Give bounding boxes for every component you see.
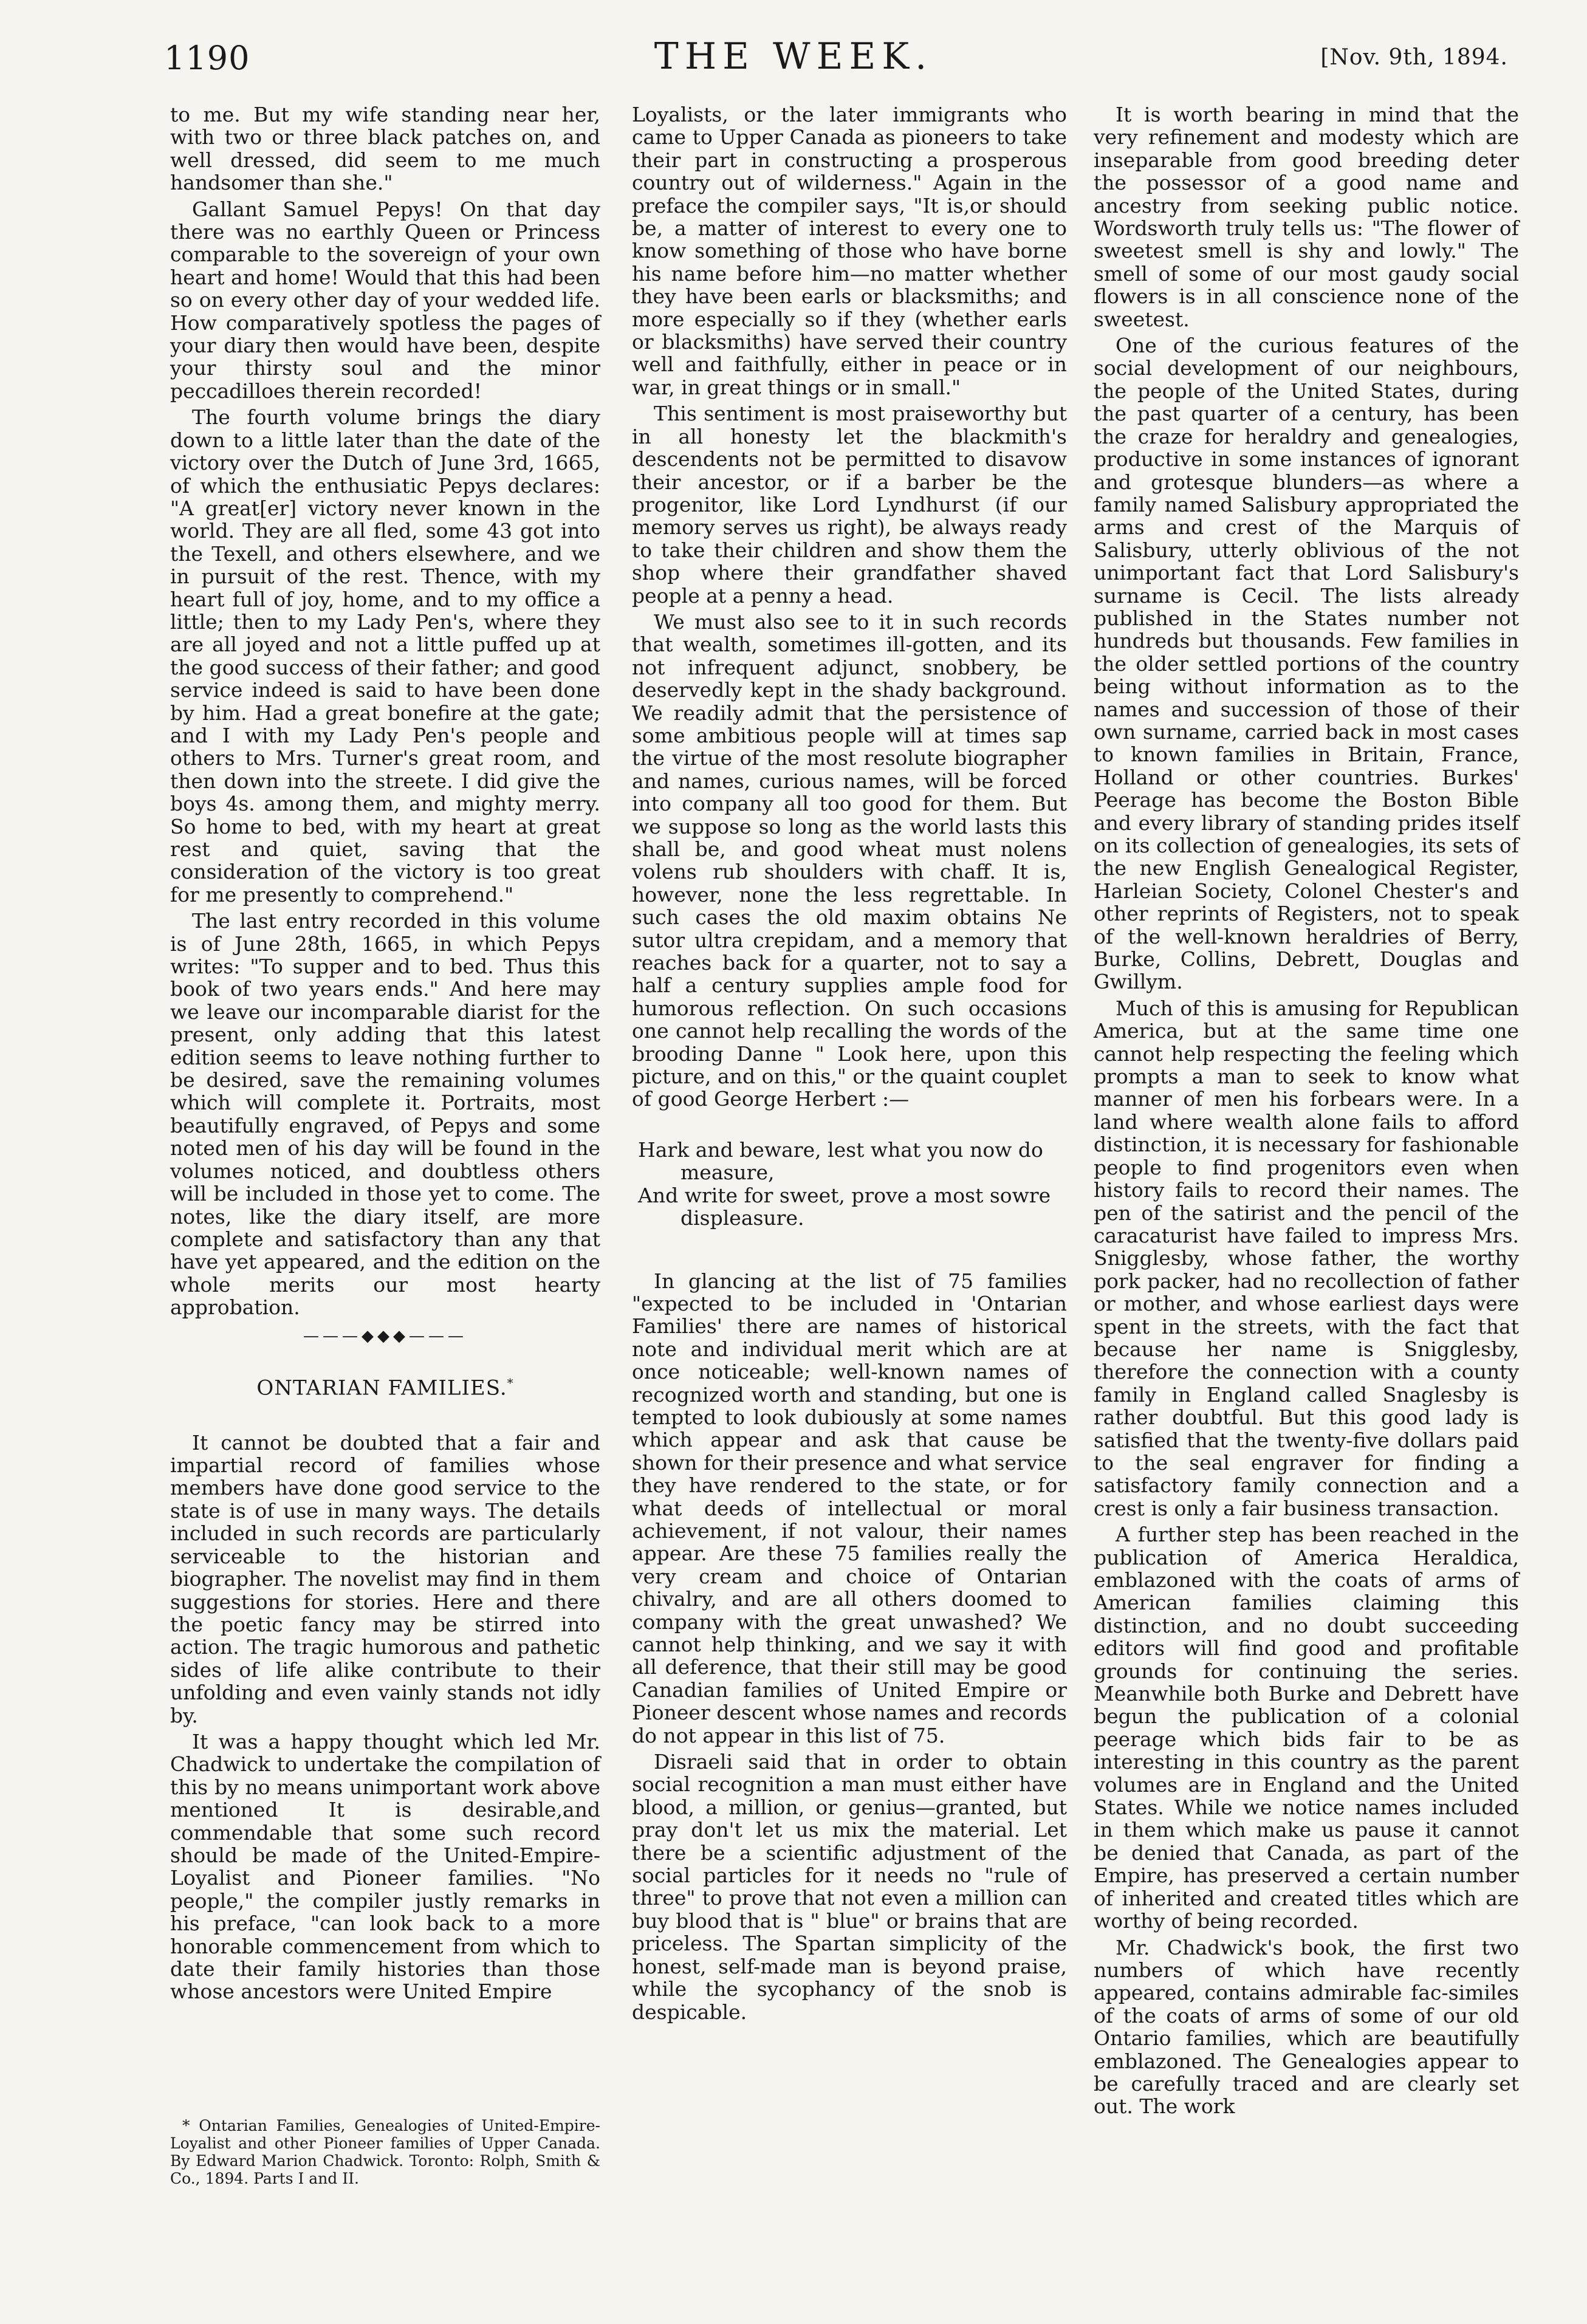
- page-number: 1190: [164, 39, 250, 77]
- paragraph: Loyalists, or the later immigrants who came to Upper Canada as pioneers to take their part in constructing a prosperous country out of wilderness." Again in the preface the compiler says, "It is,or should be, a matter of interest to every one to know something of those who have borne his name before him—no matter whether they have been earls or blacksmiths; and more especially so if they (whether earls or blacksmiths) have served their country well and faithfully, either in peace or in war, in great things or in small.": [632, 103, 1067, 399]
- paragraph: In glancing at the list of 75 families "expected to be included in 'Ontarian Families' there are names of historical note and individual merit which are at once noticeable; well-known names of recognized worth and standing, but one is tempted to look dubiously at some names which appear and ask that cause be shown for their presence and what service they have rendered to the state, or for what deeds of intellectual or moral achievement, if not valour, their names appear. Are these 75 families really the very cream and choice of Ontarian chivalry, and are all others doomed to company with the great unwashed? We cannot help thinking, and we say it with all deference, that their still may be good Canadian families of United Empire or Pioneer descent whose names and records do not appear in this list of 75.: [632, 1269, 1067, 1747]
- footnote-marker: *: [507, 1375, 514, 1390]
- page-header: [0, 0, 1587, 109]
- paragraph: Mr. Chadwick's book, the first two numbers of which have recently appeared, contains admirable fac-similes of the coats of arms of some of our old Ontario families, which are beautifully emblazoned. The Genealogies appear to be carefully traced and are clearly set out. The work: [1094, 1935, 1519, 2119]
- paragraph: Disraeli said that in order to obtain social recognition a man must either have blood, a million, or genius—granted, but pray don't let us mix the material. Let there be a scientific adjustment of the social particles for it needs no "rule of three" to prove that not even a million can buy blood that is " blue" or brains that are priceless. The Spartan simplicity of the honest, self-made man is beyond praise, while the sycophancy of the snob is despicable.: [632, 1750, 1067, 2024]
- paragraph: This sentiment is most praiseworthy but in all honesty let the blackmith's descendents not be permitted to disavow their ancestor, or if a barber be the progenitor, like Lord Lyndhurst (if our memory serves us right), be always ready to take their children and show them the shop where their grandfather shaved people at a penny a head.: [632, 402, 1067, 608]
- paragraph: A further step has been reached in the publication of America Heraldica, emblazoned with the coats of arms of American families claiming this distinction, and no doubt succeeding editors will find good and profitable grounds for continuing the series. Meanwhile both Burke and Debrett have begun the publication of a colonial peerage which bids fair to be as interesting in this country as the parent volumes are in England and the United States. While we notice names included in them which make us pause it cannot be denied that Canada, as part of the Empire, has preserved a certain number of inherited and created titles which are worthy of being recorded.: [1094, 1523, 1519, 1933]
- verse-line: Hark and beware, lest what you now do measure,: [638, 1137, 1043, 1185]
- paragraph: to me. But my wife standing near her, with two or three black patches on, and well dressed, did seem to me much handsomer than she.": [170, 103, 600, 195]
- issue-date: [Nov. 9th, 1894.: [1320, 45, 1508, 70]
- column-3: [1094, 103, 1519, 2118]
- footnote: [170, 2117, 600, 2187]
- paragraph: It is worth bearing in mind that the very refinement and modesty which are inseparable from good breeding deter the possessor of a good name and ancestry from seeking public notice. Wordsworth truly tells us: "The flower of sweetest smell is shy and lowly." The smell of some of our most gaudy social flowers is in all conscience none of the sweetest.: [1094, 103, 1519, 331]
- section-divider-ornament: ———◆◆◆———: [303, 1326, 467, 1345]
- paragraph: We must also see to it in such records that wealth, sometimes ill-gotten, and its not infrequent adjunct, snobbery, be deservedly kept in the shady background. We readily admit that the persistence of some ambitious people will at times sap the virtue of the most resolute biographer and names, curious names, will be forced into company all too good for them. But we suppose so long as the world lasts this shall be, and good wheat must nolens volens rub shoulders with chaff. It is, however, none the less regrettable. In such cases the old maxim obtains Ne sutor ultra crepidam, and a memory that reaches back for a quarter, not to say a half a century supplies ample food for humorous reflection. On such occasions one cannot help recalling the words of the brooding Danne " Look here, upon this picture, and on this," or the quaint couplet of good George Herbert :—: [632, 609, 1067, 1111]
- verse-line: And write for sweet, prove a most sowre displeasure.: [638, 1183, 1051, 1230]
- paragraph: The last entry recorded in this volume is of June 28th, 1665, in which Pepys writes: "To supper and to bed. Thus this book of two years ends." And here may we leave our incomparable diarist for the present, only adding that this latest edition seems to leave nothing further to be desired, save the remaining volumes which will complete it. Portraits, most beautifully engraved, of Pepys and some noted men of his day will be found in the volumes noticed, and doubtless others will be included in those yet to come. The notes, like the diary itself, are more complete and satisfactory than any that have yet appeared, and the edition on the whole merits our most hearty approbation.: [170, 909, 600, 1320]
- paragraph: It was a happy thought which led Mr. Chadwick to undertake the compilation of this by no means unimportant work above mentioned It is desirable,and commendable that some such record should be made of the United-Empire-Loyalist and Pioneer families. "No people," the compiler justly remarks in his preface, "can look back to a more honorable commencement from which to date their family histories than those whose ancestors were United Empire: [170, 1729, 600, 2004]
- section-heading: [170, 1372, 600, 1400]
- paragraph: It cannot be doubted that a fair and impartial record of families whose members have done good service to the state is of use in many ways. The details included in such records are particularly serviceable to the historian and biographer. The novelist may find in them suggestions for stories. Here and there the poetic fancy may be stirred into action. The tragic humorous and pathetic sides of life alike contribute to their unfolding and even vainly stands not idly by.: [170, 1430, 600, 1727]
- verse-quotation: [638, 1139, 1067, 1230]
- footnote-text: * Ontarian Families, Genealogies of United-Empire-Loyalist and other Pioneer families of Upper Canada. By Edward Marion Chadwick. Toronto: Rolph, Smith & Co., 1894. Parts I and II.: [170, 2117, 600, 2187]
- column-1: [170, 103, 600, 2003]
- paragraph: One of the curious features of the social development of our neighbours, the people of the United States, during the past quarter of a century, has been the craze for heraldry and genealogies, productive in some instances of ignorant and grotesque blunders—as where a family named Salisbury appropriated the arms and crest of the Marquis of Salisbury, utterly oblivious of the not unimportant fact that Lord Salisbury's surname is Cecil. The lists already published in the States number not hundreds but thousands. Few families in the older settled portions of the country being without information as to the names and succession of those of their own surname, carried back in most cases to known families in Britain, France, Holland or other countries. Burkes' Peerage has become the Boston Bible and every library of standing prides itself on its collection of genealogies, its sets of the new English Genealogical Register, Harleian Society, Colonel Chester's and other reprints of Registers, not to speak of the well-known heraldries of Berry, Burke, Collins, Debrett, Douglas and Gwillym.: [1094, 334, 1519, 994]
- paragraph: Gallant Samuel Pepys! On that day there was no earthly Queen or Princess comparable to the sovereign of your own heart and home! Would that this had been so on every other day of your wedded life. How comparatively spotless the pages of your diary then would have been, despite your thirsty soul and the minor peccadilloes therein recorded!: [170, 197, 600, 403]
- section-heading-text: ONTARIAN FAMILIES.: [256, 1376, 507, 1400]
- paragraph: The fourth volume brings the diary down to a little later than the date of the victory over the Dutch of June 3rd, 1665, of which the enthusiatic Pepys declares: "A great[er] victory never known in the world. They are all fled, some 43 got into the Texell, and others elsewhere, and we in pursuit of the rest. Thence, with my heart full of joy, home, and to my office a little; then to my Lady Pen's, where they are all joyed and not a little puffed up at the good success of their father; and good service indeed is said to have been done by him. Had a great bonefire at the gate; and I with my Lady Pen's people and others to Mrs. Turner's great room, and then down into the streete. I did give the boys 4s. among them, and mighty merry. So home to bed, with my heart at great rest and quiet, saving that the consideration of the victory is too great for me presently to comprehend.": [170, 405, 600, 907]
- column-2: [632, 103, 1067, 2023]
- magazine-title: THE WEEK.: [654, 35, 933, 78]
- paragraph: Much of this is amusing for Republican America, but at the same time one cannot help respecting the feeling which prompts a man to seek to know what manner of men his forbears were. In a land where wealth alone fails to afford distinction, it is necessary for fashionable people to find progenitors even when history fails to record their names. The pen of the satirist and the pencil of the caracaturist have failed to impress Mrs. Snigglesby, whose father, the worthy pork packer, had no recollection of father or mother, and whose earliest days were spent in the streets, with the fact that because her name is Snigglesby, therefore the connection with a county family in England called Snaglesby is rather doubtful. But this good lady is satisfied that the twenty-five dollars paid to the seal engraver for finding a satisfactory family connection and a crest is only a fair business transaction.: [1094, 996, 1519, 1520]
